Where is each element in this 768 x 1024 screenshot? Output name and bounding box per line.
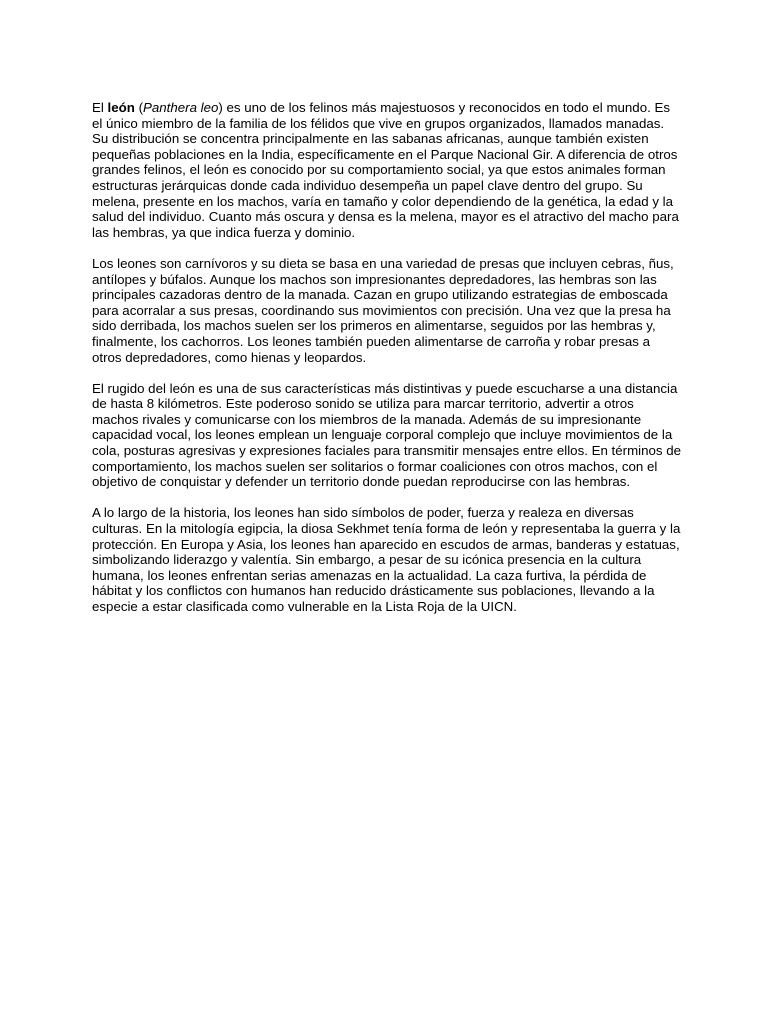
paragraph-1-paren: ( <box>134 100 143 115</box>
paragraph-1 <box>92 100 682 240</box>
scientific-name: Panthera leo <box>143 100 219 115</box>
keyword-leon: león <box>107 100 135 115</box>
paragraph-1-text: ) es uno de los felinos más majestuosos y reconocidos en todo el mundo. Es el único miembro de la familia de los félidos que vive en grupos organizados, llamados manadas. Su distribución se concentra principalmente en las sabanas africanas, aunque también existen pequeñas poblaciones en la India, específicamente en el Parque Nacional Gir. A diferencia de otros grandes felinos, el león es conocido por su comportamiento social, ya que estos animales forman estructuras jerárquicas donde cada individuo desempeña un papel clave dentro del grupo. Su melena, presente en los machos, varía en tamaño y color dependiendo de la genética, la edad y la salud del individuo. Cuanto más oscura y densa es la melena, mayor es el atractivo del macho para las hembras, ya que indica fuerza y dominio. <box>92 100 679 240</box>
document-body <box>92 100 682 630</box>
paragraph-2: Los leones son carnívoros y su dieta se basa en una variedad de presas que incluyen cebras, ñus, antílopes y búfalos. Aunque los machos son impresionantes depredadores, las hembras son las principales cazadoras dentro de la manada. Cazan en grupo utilizando estrategias de emboscada para acorralar a sus presas, coordinando sus movimientos con precisión. Una vez que la presa ha sido derribada, los machos suelen ser los primeros en alimentarse, seguidos por las hembras y, finalmente, los cachorros. Los leones también pueden alimentarse de carroña y robar presas a otros depredadores, como hienas y leopardos. <box>92 255 674 365</box>
paragraph-4: A lo largo de la historia, los leones han sido símbolos de poder, fuerza y realeza en diversas culturas. En la mitología egipcia, la diosa Sekhmet tenía forma de león y representaba la guerra y la protección. En Europa y Asia, los leones han aparecido en escudos de armas, banderas y estatuas, simbolizando liderazgo y valentía. Sin embargo, a pesar de su icónica presencia en la cultura humana, los leones enfrentan serias amenazas en la actualidad. La caza furtiva, la pérdida de hábitat y los conflictos con humanos han reducido drásticamente sus poblaciones, llevando a la especie a estar clasificada como vulnerable en la Lista Roja de la UICN. <box>92 505 681 614</box>
paragraph-3: El rugido del león es una de sus características más distintivas y puede escucharse a una distancia de hasta 8 kilómetros. Este poderoso sonido se utiliza para marcar territorio, advertir a otros machos rivales y comunicarse con los miembros de la manada. Además de su impresionante capacidad vocal, los leones emplean un lenguaje corporal complejo que incluye movimientos de la cola, posturas agresivas y expresiones faciales para transmitir mensajes entre ellos. En términos de comportamiento, los machos suelen ser solitarios o formar coaliciones con otros machos, con el objetivo de conquistar y defender un territorio donde puedan reproducirse con las hembras. <box>92 380 682 490</box>
paragraph-1-prefix: El <box>92 100 108 115</box>
